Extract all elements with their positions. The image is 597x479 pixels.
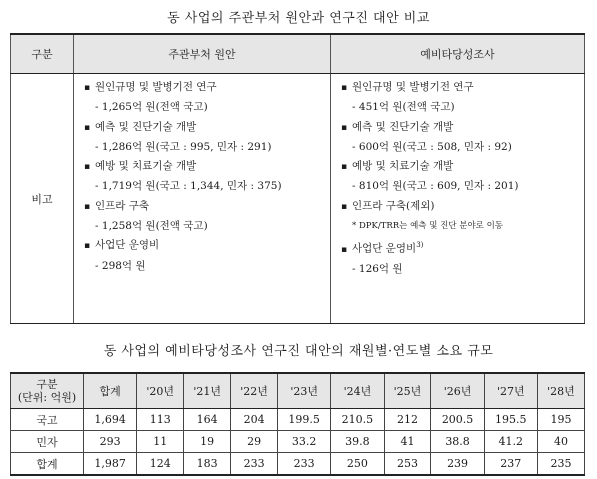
table-cell: 164	[184, 409, 231, 431]
table-cell: 124	[137, 453, 184, 476]
funding-table	[10, 372, 585, 476]
table2-title: 동 사업의 예비타당성조사 연구진 대안의 재원별·연도별 소요 규모	[103, 344, 494, 359]
table-cell: 210.5	[331, 409, 384, 431]
table-row	[11, 409, 585, 431]
table-cell: 237	[484, 453, 537, 476]
header-unit-label: (단위: 억원)	[17, 391, 77, 404]
table-row	[11, 453, 585, 476]
header-feasibility-study: 예비타당성조사	[331, 34, 585, 74]
table-cell: 233	[231, 453, 278, 476]
list-item-value: - 810억 원(국고 : 609, 민자 : 201)	[352, 180, 519, 193]
original-plan-cell	[74, 74, 331, 324]
table-cell: 233	[278, 453, 331, 476]
table-cell: 195.5	[484, 409, 537, 431]
table-cell: 293	[84, 431, 137, 453]
table-row	[11, 431, 585, 453]
table-cell: 1,694	[84, 409, 137, 431]
table-cell: 1,987	[84, 453, 137, 476]
list-item: ▪ 원인규명 및 발병기전 연구	[84, 78, 320, 98]
table-cell: 212	[384, 409, 431, 431]
comparison-table	[10, 33, 585, 324]
header-year: '26년	[431, 373, 484, 409]
alternative-plan-cell	[331, 74, 585, 324]
list-item: ▪ 예방 및 치료기술 개발	[84, 157, 320, 177]
header-original-plan: 주관부처 원안	[74, 34, 331, 74]
list-item-note: * DPK/TRR는 예측 및 진단 분야로 이동	[352, 221, 504, 232]
table-cell: 239	[431, 453, 484, 476]
table-cell: 200.5	[431, 409, 484, 431]
table-cell: 38.8	[431, 431, 484, 453]
header-year: '22년	[231, 373, 278, 409]
table-cell: 235	[537, 453, 584, 476]
table-cell: 33.2	[278, 431, 331, 453]
list-item-value: - 600억 원(국고 : 508, 민자 : 92)	[352, 140, 512, 153]
row-label: 민자	[11, 431, 84, 453]
table-cell: 41.2	[484, 431, 537, 453]
header-year: '23년	[278, 373, 331, 409]
list-item-value: - 451억 원(전액 국고)	[352, 101, 455, 114]
list-item	[341, 236, 574, 260]
list-item: ▪ 원인규명 및 발병기전 연구	[341, 78, 574, 98]
alternative-plan-list	[341, 78, 574, 279]
header-category-unit	[11, 373, 84, 409]
header-year: '24년	[331, 373, 384, 409]
list-item: ▪ 사업단 운영비	[84, 236, 320, 256]
table-cell: 29	[231, 431, 278, 453]
list-item: ▪ 예방 및 치료기술 개발	[341, 157, 574, 177]
table-cell: 183	[184, 453, 231, 476]
table-cell: 199.5	[278, 409, 331, 431]
table-cell: 250	[331, 453, 384, 476]
header-total: 합계	[84, 373, 137, 409]
list-item-value: - 298억 원	[95, 259, 146, 272]
comparison-header-row	[11, 34, 585, 74]
table-cell: 195	[537, 409, 584, 431]
table-cell: 19	[184, 431, 231, 453]
header-year: '28년	[537, 373, 584, 409]
list-item-value: - 126억 원	[352, 263, 403, 276]
header-year: '20년	[137, 373, 184, 409]
row-label: 국고	[11, 409, 84, 431]
header-year: '27년	[484, 373, 537, 409]
table-cell: 40	[537, 431, 584, 453]
table-cell: 11	[137, 431, 184, 453]
row-label-remarks: 비고	[11, 74, 74, 324]
header-category: 구분	[11, 34, 74, 74]
list-item-value: - 1,265억 원(전액 국고)	[95, 101, 208, 114]
list-item: ▪ 예측 및 진단기술 개발	[84, 118, 320, 138]
list-item-value: - 1,258억 원(전액 국고)	[95, 220, 208, 233]
list-item-value: - 1,719억 원(국고 : 1,344, 민자 : 375)	[95, 180, 282, 193]
header-year: '21년	[184, 373, 231, 409]
header-year: '25년	[384, 373, 431, 409]
row-label: 합계	[11, 453, 84, 476]
list-item: ▪ 인프라 구축	[84, 197, 320, 217]
list-item-value: - 1,286억 원(국고 : 995, 민자 : 291)	[95, 140, 272, 153]
list-item: ▪ 인프라 구축(제외)	[341, 197, 574, 217]
funding-header-row	[11, 373, 585, 409]
original-plan-list	[84, 78, 320, 276]
comparison-row	[11, 74, 585, 324]
list-item-label: 사업단 운영비	[352, 242, 417, 255]
table-cell: 204	[231, 409, 278, 431]
table-cell: 39.8	[331, 431, 384, 453]
table-cell: 113	[137, 409, 184, 431]
table-cell: 41	[384, 431, 431, 453]
footnote-marker: 3)	[416, 241, 424, 250]
table1-title: 동 사업의 주관부처 원안과 연구진 대안 비교	[167, 11, 430, 26]
header-category-label: 구분	[36, 378, 58, 391]
list-item: ▪ 예측 및 진단기술 개발	[341, 118, 574, 138]
table-cell: 253	[384, 453, 431, 476]
